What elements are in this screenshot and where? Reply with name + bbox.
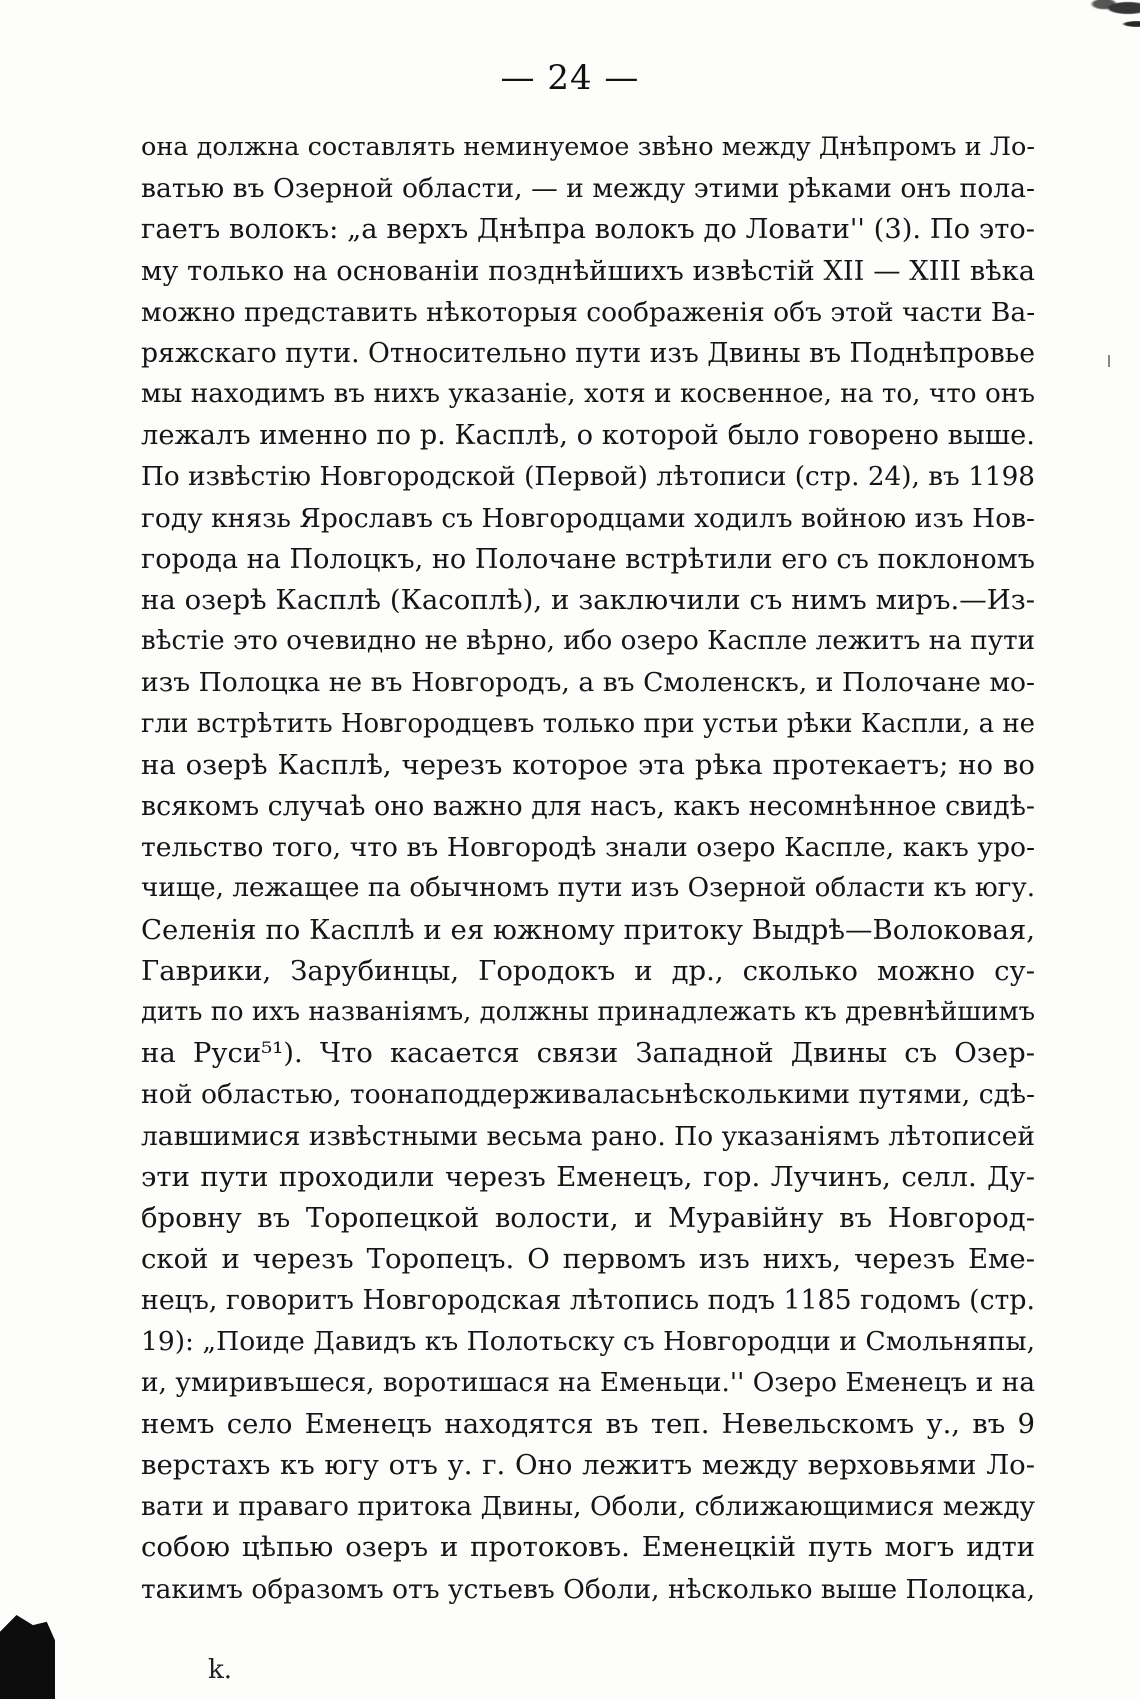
text-line: можно представить нѣкоторыя соображенія объ этой части Ва- <box>141 296 1035 328</box>
text-line: ряжскаго пути. Относительно пути изъ Двины въ Поднѣпровье <box>141 337 1035 369</box>
text-line: города на Полоцкъ, но Полочане встрѣтили его съ поклономъ <box>141 543 1035 575</box>
text-line: гли встрѣтить Новгородцевъ только при устьи рѣки Каспли, а не <box>141 708 1035 739</box>
text-line: тельство того, что въ Новгородѣ знали озеро Каспле, какъ уро- <box>141 832 1035 864</box>
text-line: на озерѣ Касплѣ, черезъ которое эта рѣка протекаетъ; но во <box>141 748 1035 781</box>
text-line: ской и черезъ Торопецъ. О первомъ изъ нихъ, черезъ Еме- <box>141 1243 1035 1276</box>
text-line: на озерѣ Касплѣ (Касоплѣ), и заключили съ нимъ миръ.—Из- <box>141 584 1035 617</box>
scan-blot-bottom-left <box>0 1615 55 1699</box>
text-line: чище, лежащее па обычномъ пути изъ Озерной области къ югу. <box>141 873 1035 904</box>
text-line: 19): „Поиде Давидъ къ Полотьску съ Новгородци и Смольняпы, <box>141 1326 1035 1358</box>
text-line: изъ Полоцка не въ Новгородъ, а въ Смоленскъ, и Полочане мо- <box>141 667 1035 699</box>
scan-speck <box>1108 355 1110 367</box>
text-line: ной областью, тоонаподдерживаласьнѣсколькими путями, сдѣ- <box>141 1079 1035 1111</box>
text-line: такимъ образомъ отъ устьевъ Оболи, нѣсколько выше Полоцка, <box>141 1573 1035 1605</box>
text-line: лежалъ именно по р. Касплѣ, о которой было говорено выше. <box>141 420 1035 452</box>
text-line: вати и праваго притока Двины, Оболи, сближающимися между <box>141 1491 1035 1523</box>
text-line: она должна составлять неминуемое звѣно между Днѣпромъ и Ло- <box>141 132 1035 162</box>
text-line: му только на основаніи позднѣйшихъ извѣстій XII — XIII вѣка <box>141 255 1035 287</box>
text-line: бровну въ Торопецкой волости, и Муравійну въ Новгород- <box>141 1201 1035 1234</box>
body-text <box>141 127 1035 1610</box>
page-number: — 24 — <box>500 58 640 98</box>
text-line: мы находимъ въ нихъ указаніе, хотя и косвенное, на то, что онъ <box>141 379 1035 410</box>
text-line: собою цѣпью озеръ и протоковъ. Еменецкій путь могъ идти <box>141 1531 1035 1564</box>
text-line: Гаврики, Зарубинцы, Городокъ и др., сколько можно су- <box>141 954 1035 987</box>
text-line: гаетъ волокъ: „а верхъ Днѣпра волокъ до Ловати'' (3). По это- <box>141 214 1035 246</box>
text-line: и, умиривъшеся, воротишася на Еменьци.'' Озеро Еменецъ и на <box>141 1367 1035 1398</box>
text-line: лавшимися извѣстными весьма рано. По указаніямъ лѣтописей <box>141 1120 1035 1152</box>
scan-blot-top-right <box>1020 0 1140 40</box>
text-line: всякомъ случаѣ оно важно для насъ, какъ несомнѣнное свидѣ- <box>141 791 1035 822</box>
text-line: По извѣстію Новгородской (Первой) лѣтописи (стр. 24), въ 1198 <box>141 461 1035 492</box>
text-line: верстахъ къ югу отъ у. г. Оно лежитъ между верховьями Ло- <box>141 1449 1035 1481</box>
text-line: дить по ихъ названіямъ, должны принадлежать къ древнѣйшимъ <box>141 996 1035 1027</box>
text-line: году князь Ярославъ съ Новгородцами ходилъ войною изъ Нов- <box>141 502 1035 534</box>
text-line: нецъ, говоритъ Новгородская лѣтопись подъ 1185 годомъ (стр. <box>141 1285 1035 1317</box>
text-line: эти пути проходили черезъ Еменецъ, гор. Лучинъ, селл. Ду- <box>141 1160 1035 1193</box>
text-line: на Руси⁵¹). Что касается связи Западной Двины съ Озер- <box>141 1037 1035 1070</box>
text-line: Селенія по Касплѣ и ея южному притоку Выдрѣ—Волоковая, <box>141 913 1035 946</box>
margin-mark: k. <box>208 1655 233 1685</box>
text-line: вѣстіе это очевидно не вѣрно, ибо озеро Каспле лежитъ на пути <box>141 626 1035 657</box>
text-line: ватью въ Озерной области, — и между этими рѣками онъ пола- <box>141 173 1035 205</box>
text-line: немъ село Еменецъ находятся въ теп. Невельскомъ у., въ 9 <box>141 1407 1035 1440</box>
